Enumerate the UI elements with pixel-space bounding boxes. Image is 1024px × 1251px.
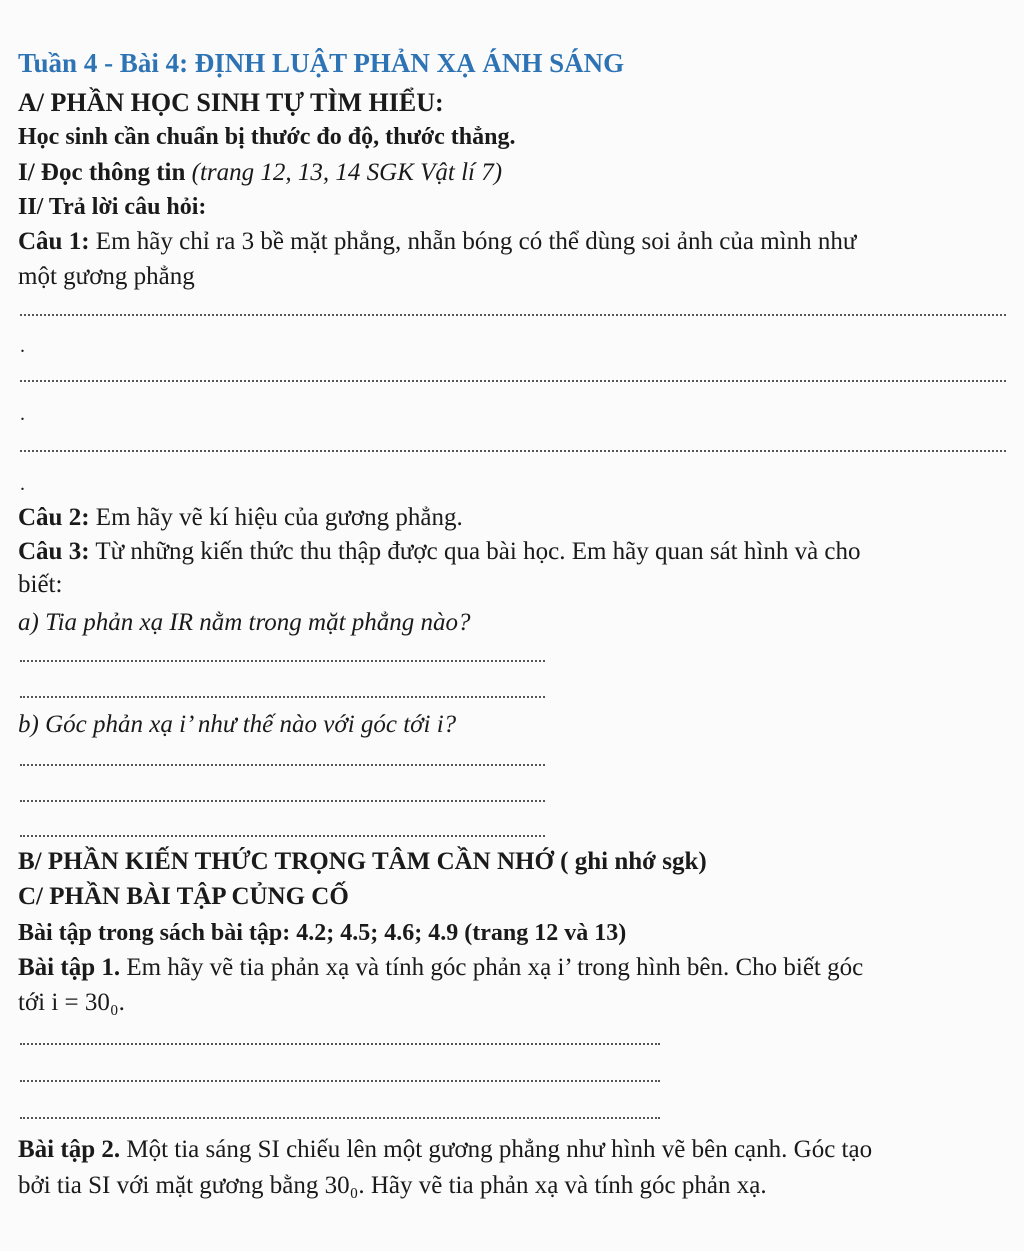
- exercise-1-line-1: [18, 955, 863, 980]
- question-3-line-1: [18, 539, 861, 564]
- answer-line-q1-3: [20, 450, 1006, 452]
- question-3-line-2: biết:: [18, 571, 63, 598]
- answer-line-ex1-2: [20, 1080, 660, 1082]
- exercise-2-line-1: [18, 1137, 872, 1162]
- preparation-note: Học sinh cần chuẩn bị thước đo độ, thước thẳng.: [18, 124, 516, 150]
- exercise-1-label: Bài tập 1.: [18, 954, 121, 981]
- read-info-ref: (trang 12, 13, 14 SGK Vật lí 7): [191, 159, 503, 186]
- question-1-label: Câu 1:: [18, 228, 90, 255]
- question-2: [18, 505, 463, 530]
- workbook-exercises: Bài tập trong sách bài tập: 4.2; 4.5; 4.6; 4.9 (trang 12 và 13): [18, 920, 627, 946]
- question-3-label: Câu 3:: [18, 538, 90, 565]
- answer-line-3b-3: [20, 835, 545, 837]
- question-3a: a) Tia phản xạ IR nằm trong mặt phẳng nào?: [18, 609, 471, 636]
- page-title: Tuần 4 - Bài 4: ĐỊNH LUẬT PHẢN XẠ ÁNH SÁNG: [18, 48, 625, 78]
- answer-line-3a-2: [20, 696, 545, 698]
- answer-line-3b-1: [20, 764, 545, 766]
- dot-mark-2: .: [20, 403, 25, 425]
- answer-line-ex1-1: [20, 1043, 660, 1045]
- question-3-text: Từ những kiến thức thu thập được qua bài học. Em hãy quan sát hình và cho: [89, 538, 861, 565]
- section-b-heading: B/ PHẦN KIẾN THỨC TRỌNG TÂM CẦN NHỚ ( ghi nhớ sgk): [18, 848, 707, 875]
- read-info-label: I/ Đọc thông tin: [18, 159, 186, 186]
- section-c-heading: C/ PHẦN BÀI TẬP CỦNG CỐ: [18, 883, 349, 910]
- exercise-2-text: Một tia sáng SI chiếu lên một gương phẳng như hình vẽ bên cạnh. Góc tạo: [120, 1136, 873, 1163]
- section-a-heading: A/ PHẦN HỌC SINH TỰ TÌM HIỂU:: [18, 88, 444, 117]
- question-2-label: Câu 2:: [18, 504, 90, 531]
- read-info-line: [18, 160, 502, 185]
- answer-line-q1-1: [20, 314, 1006, 316]
- question-2-text: Em hãy vẽ kí hiệu của gương phẳng.: [89, 504, 463, 531]
- answer-line-3a-1: [20, 660, 545, 662]
- answer-heading: II/ Trả lời câu hỏi:: [18, 194, 207, 220]
- answer-line-q1-2: [20, 380, 1006, 382]
- question-1-line-2: một gương phẳng: [18, 263, 195, 290]
- question-1-text: Em hãy chỉ ra 3 bề mặt phẳng, nhẵn bóng có thể dùng soi ảnh của mình như: [89, 228, 857, 255]
- question-3b: b) Góc phản xạ i’ như thế nào với góc tới i?: [18, 711, 457, 738]
- exercise-2-label: Bài tập 2.: [18, 1136, 121, 1163]
- question-1-line-1: [18, 229, 856, 254]
- answer-line-3b-2: [20, 800, 545, 802]
- dot-mark-3: .: [20, 473, 25, 495]
- exercise-2-line-2: bởi tia SI với mặt gương bằng 30₀. Hãy vẽ tia phản xạ và tính góc phản xạ.: [18, 1172, 767, 1199]
- exercise-1-line-2: tới i = 30₀.: [18, 989, 125, 1016]
- answer-line-ex1-3: [20, 1117, 660, 1119]
- exercise-1-text: Em hãy vẽ tia phản xạ và tính góc phản xạ i’ trong hình bên. Cho biết góc: [120, 954, 864, 981]
- dot-mark-1: .: [20, 335, 25, 357]
